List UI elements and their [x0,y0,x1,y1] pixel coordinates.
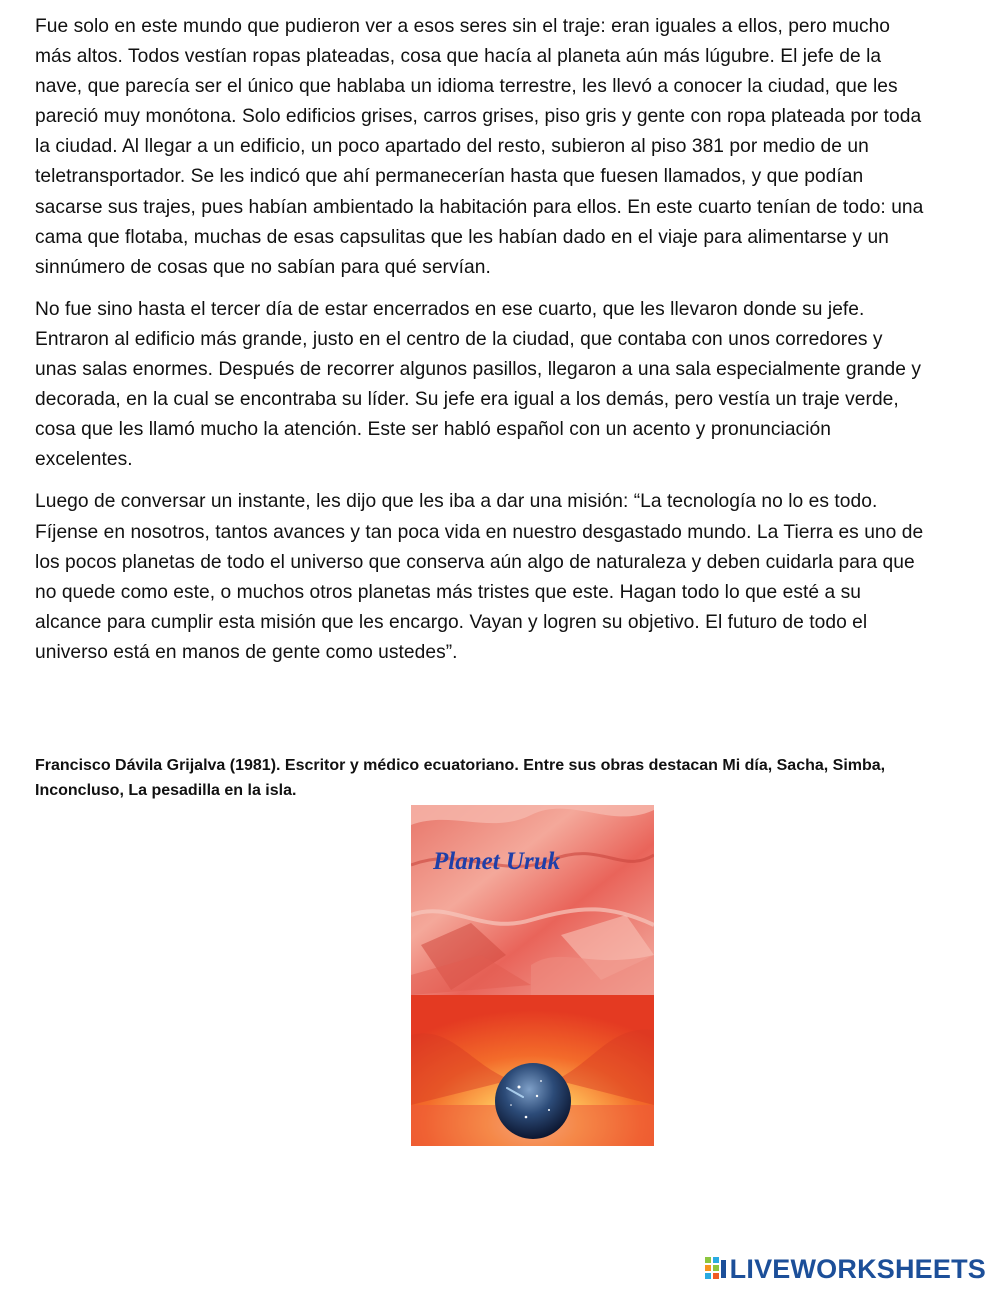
story-paragraph-1: Fue solo en este mundo que pudieron ver a esos seres sin el traje: eran iguales a ellos, pero mucho más altos. Todos vestían ropas plateadas, cosa que hacía al planeta aún más lúgubre. El jefe de la nave, que parecía ser el único que hablaba un idioma terrestre, les llevó a conocer la ciudad, que les pareció muy monótona. Solo edificios grises, carros grises, piso gris y gente con ropa plateada por toda la ciudad. Al llegar a un edificio, un poco apartado del resto, subieron al piso 381 por medio de un teletransportador. Se les indicó que ahí permanecerían hasta que fuesen llamados, y que podían sacarse sus trajes, pues habían ambientado la habitación para ellos. En este cuarto tenían de todo: una cama que flotaba, muchas de esas capsulitas que les habían dado en el viaje para alimentarse y un sinnúmero de cosas que no sabían para qué servían. [35,16,924,278]
story-paragraph-2: No fue sino hasta el tercer día de estar encerrados en ese cuarto, que les llevaron donde su jefe. Entraron al edificio más grande, justo en el centro de la ciudad, que contaba con unos corredores y unas salas enormes. Después de recorrer algunos pasillos, llegaron a una sala especialmente grande y decorada, en la cual se encontraba su líder. Su jefe era igual a los demás, pero vestía un traje verde, cosa que les llamó mucho la atención. Este ser habló español con un acento y pronunciación excelentes. [35,298,922,471]
author-note: Francisco Dávila Grijalva (1981). Escritor y médico ecuatoriano. Entre sus obras destacan Mi día, Sacha, Simba, Inconcluso, La pesadilla en la isla. [35,757,886,799]
story-paragraph-3: Luego de conversar un instante, les dijo que les iba a dar una misión: “La tecnología no lo es todo. Fíjense en nosotros, tantos avances y tan poca vida en nuestro desgastado mundo. La Tierra es uno de los pocos planetas de todo el universo que conserva aún algo de naturaleza y deben cuidarla para que no quede como este, o muchos otros planetas más tristes que este. Hagan todo lo que esté a su alcance para cumplir esta misión que les encargo. Vayan y logren su objetivo. El futuro de todo el universo está en manos de gente como ustedes”. [35,491,924,663]
story-text [35,12,925,680]
cover-title: Planet Uruk [433,848,561,875]
liveworksheets-label: LIVEWORKSHEETS [729,1253,986,1284]
liveworksheets-logo-icon [705,1257,727,1281]
liveworksheets-logo [705,1253,986,1285]
book-cover-image [411,805,654,1146]
